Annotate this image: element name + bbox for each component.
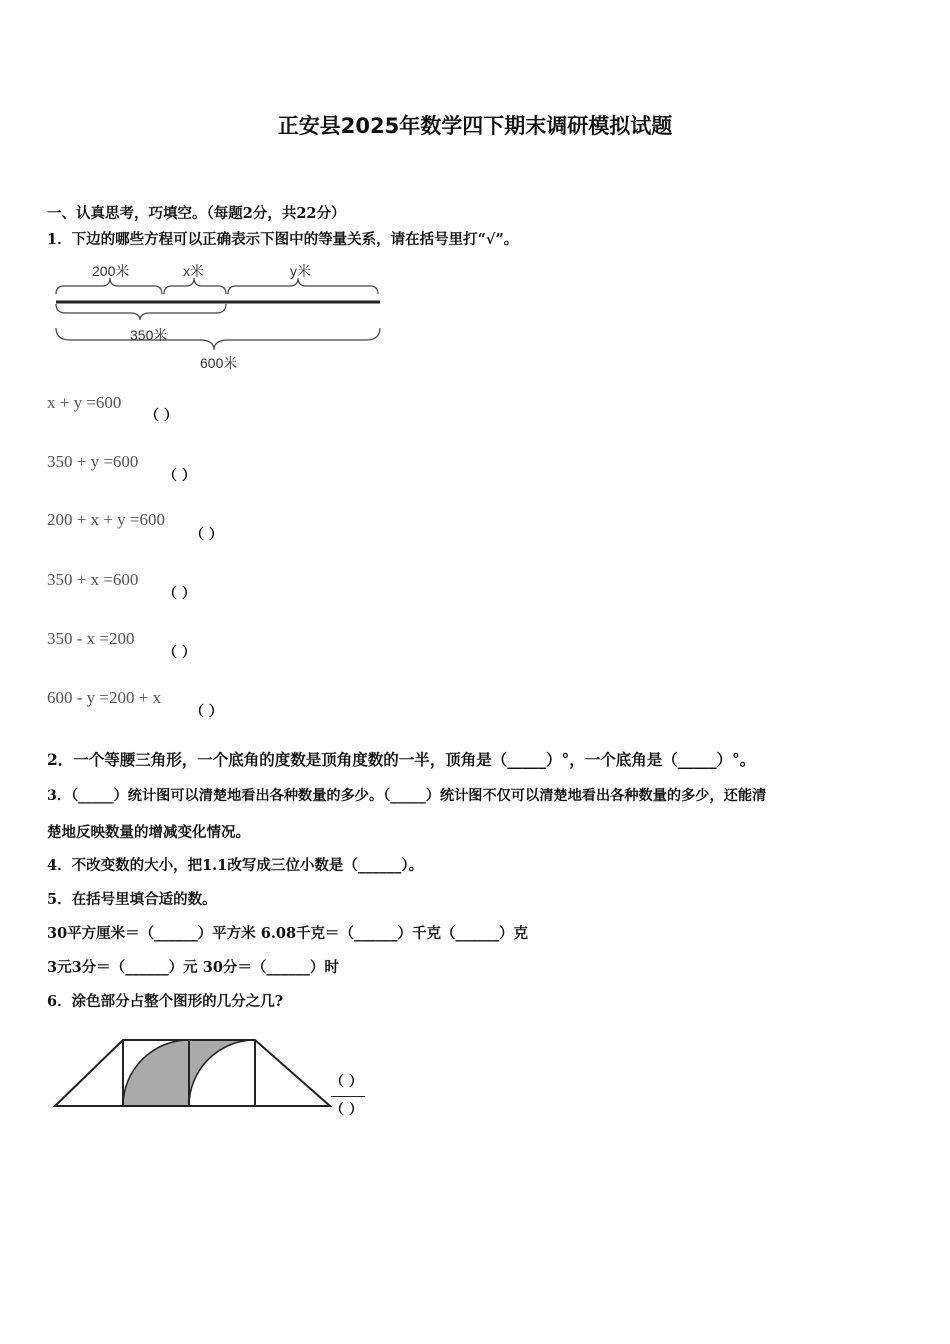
- shaded-region-1: [123, 1040, 189, 1106]
- q6-numerator[interactable]: （ ）: [330, 1074, 363, 1090]
- q1-option-3-equation: 200 + x + y =600: [47, 510, 166, 529]
- q1-option-3-answer[interactable]: （ ）: [190, 527, 223, 543]
- label-x: x米: [183, 263, 204, 279]
- question-3-text: 3．（_____）统计图可以清楚地看出各种数量的多少。（_____）统计图不仅可以清楚地看出各种数量的多少，还能清: [47, 788, 767, 804]
- label-350: 350米: [130, 327, 168, 343]
- q6-trapezoid-figure: [50, 1030, 335, 1112]
- q1-option-5-answer[interactable]: （ ）: [163, 645, 196, 661]
- q1-option-4-answer[interactable]: （ ）: [163, 586, 196, 602]
- q1-option-2-equation: 350 + y =600: [47, 452, 139, 471]
- q1-option-6-answer[interactable]: （ ）: [190, 704, 223, 720]
- q1-option-4-equation: 350 + x =600: [47, 570, 139, 589]
- label-600: 600米: [200, 355, 238, 371]
- shaded-region-2: [189, 1040, 255, 1106]
- q1-segment-diagram: [50, 258, 390, 376]
- question-5-line-2: 3元3分＝（______）元 30分＝（______）时: [47, 959, 339, 976]
- section-heading: 一、认真思考，巧填空。（每题2分，共22分）: [47, 205, 346, 222]
- q1-option-2-answer[interactable]: （ ）: [163, 468, 196, 484]
- question-3-text-cont: 楚地反映数量的增减变化情况。: [47, 824, 250, 841]
- q1-option-5-equation: 350 - x =200: [47, 629, 135, 648]
- question-6-text: 6．涂色部分占整个图形的几分之几?: [47, 993, 284, 1010]
- question-5-line-1: 30平方厘米＝（______）平方米 6.08千克＝（______）千克（______）克: [47, 925, 529, 942]
- q1-option-6-equation: 600 - y =200 + x: [47, 688, 162, 707]
- fraction-bar: [331, 1096, 365, 1097]
- question-4-text: 4．不改变数的大小，把1.1改写成三位小数是（______）。: [47, 857, 424, 874]
- question-1-text: 1．下边的哪些方程可以正确表示下图中的等量关系，请在括号里打“√”。: [47, 231, 519, 248]
- question-5-text: 5．在括号里填合适的数。: [47, 891, 217, 908]
- q1-option-1-equation: x + y =600: [47, 393, 122, 412]
- label-y: y米: [290, 263, 311, 279]
- question-2-text: 2．一个等腰三角形，一个底角的度数是顶角度数的一半，顶角是（_____）°，一个底角是（_____）°。: [47, 750, 756, 769]
- q6-denominator[interactable]: （ ）: [330, 1102, 363, 1118]
- label-200: 200米: [92, 263, 130, 279]
- q1-option-1-answer[interactable]: （ ）: [145, 408, 178, 424]
- page-title: 正安县2025年数学四下期末调研模拟试题: [277, 114, 673, 138]
